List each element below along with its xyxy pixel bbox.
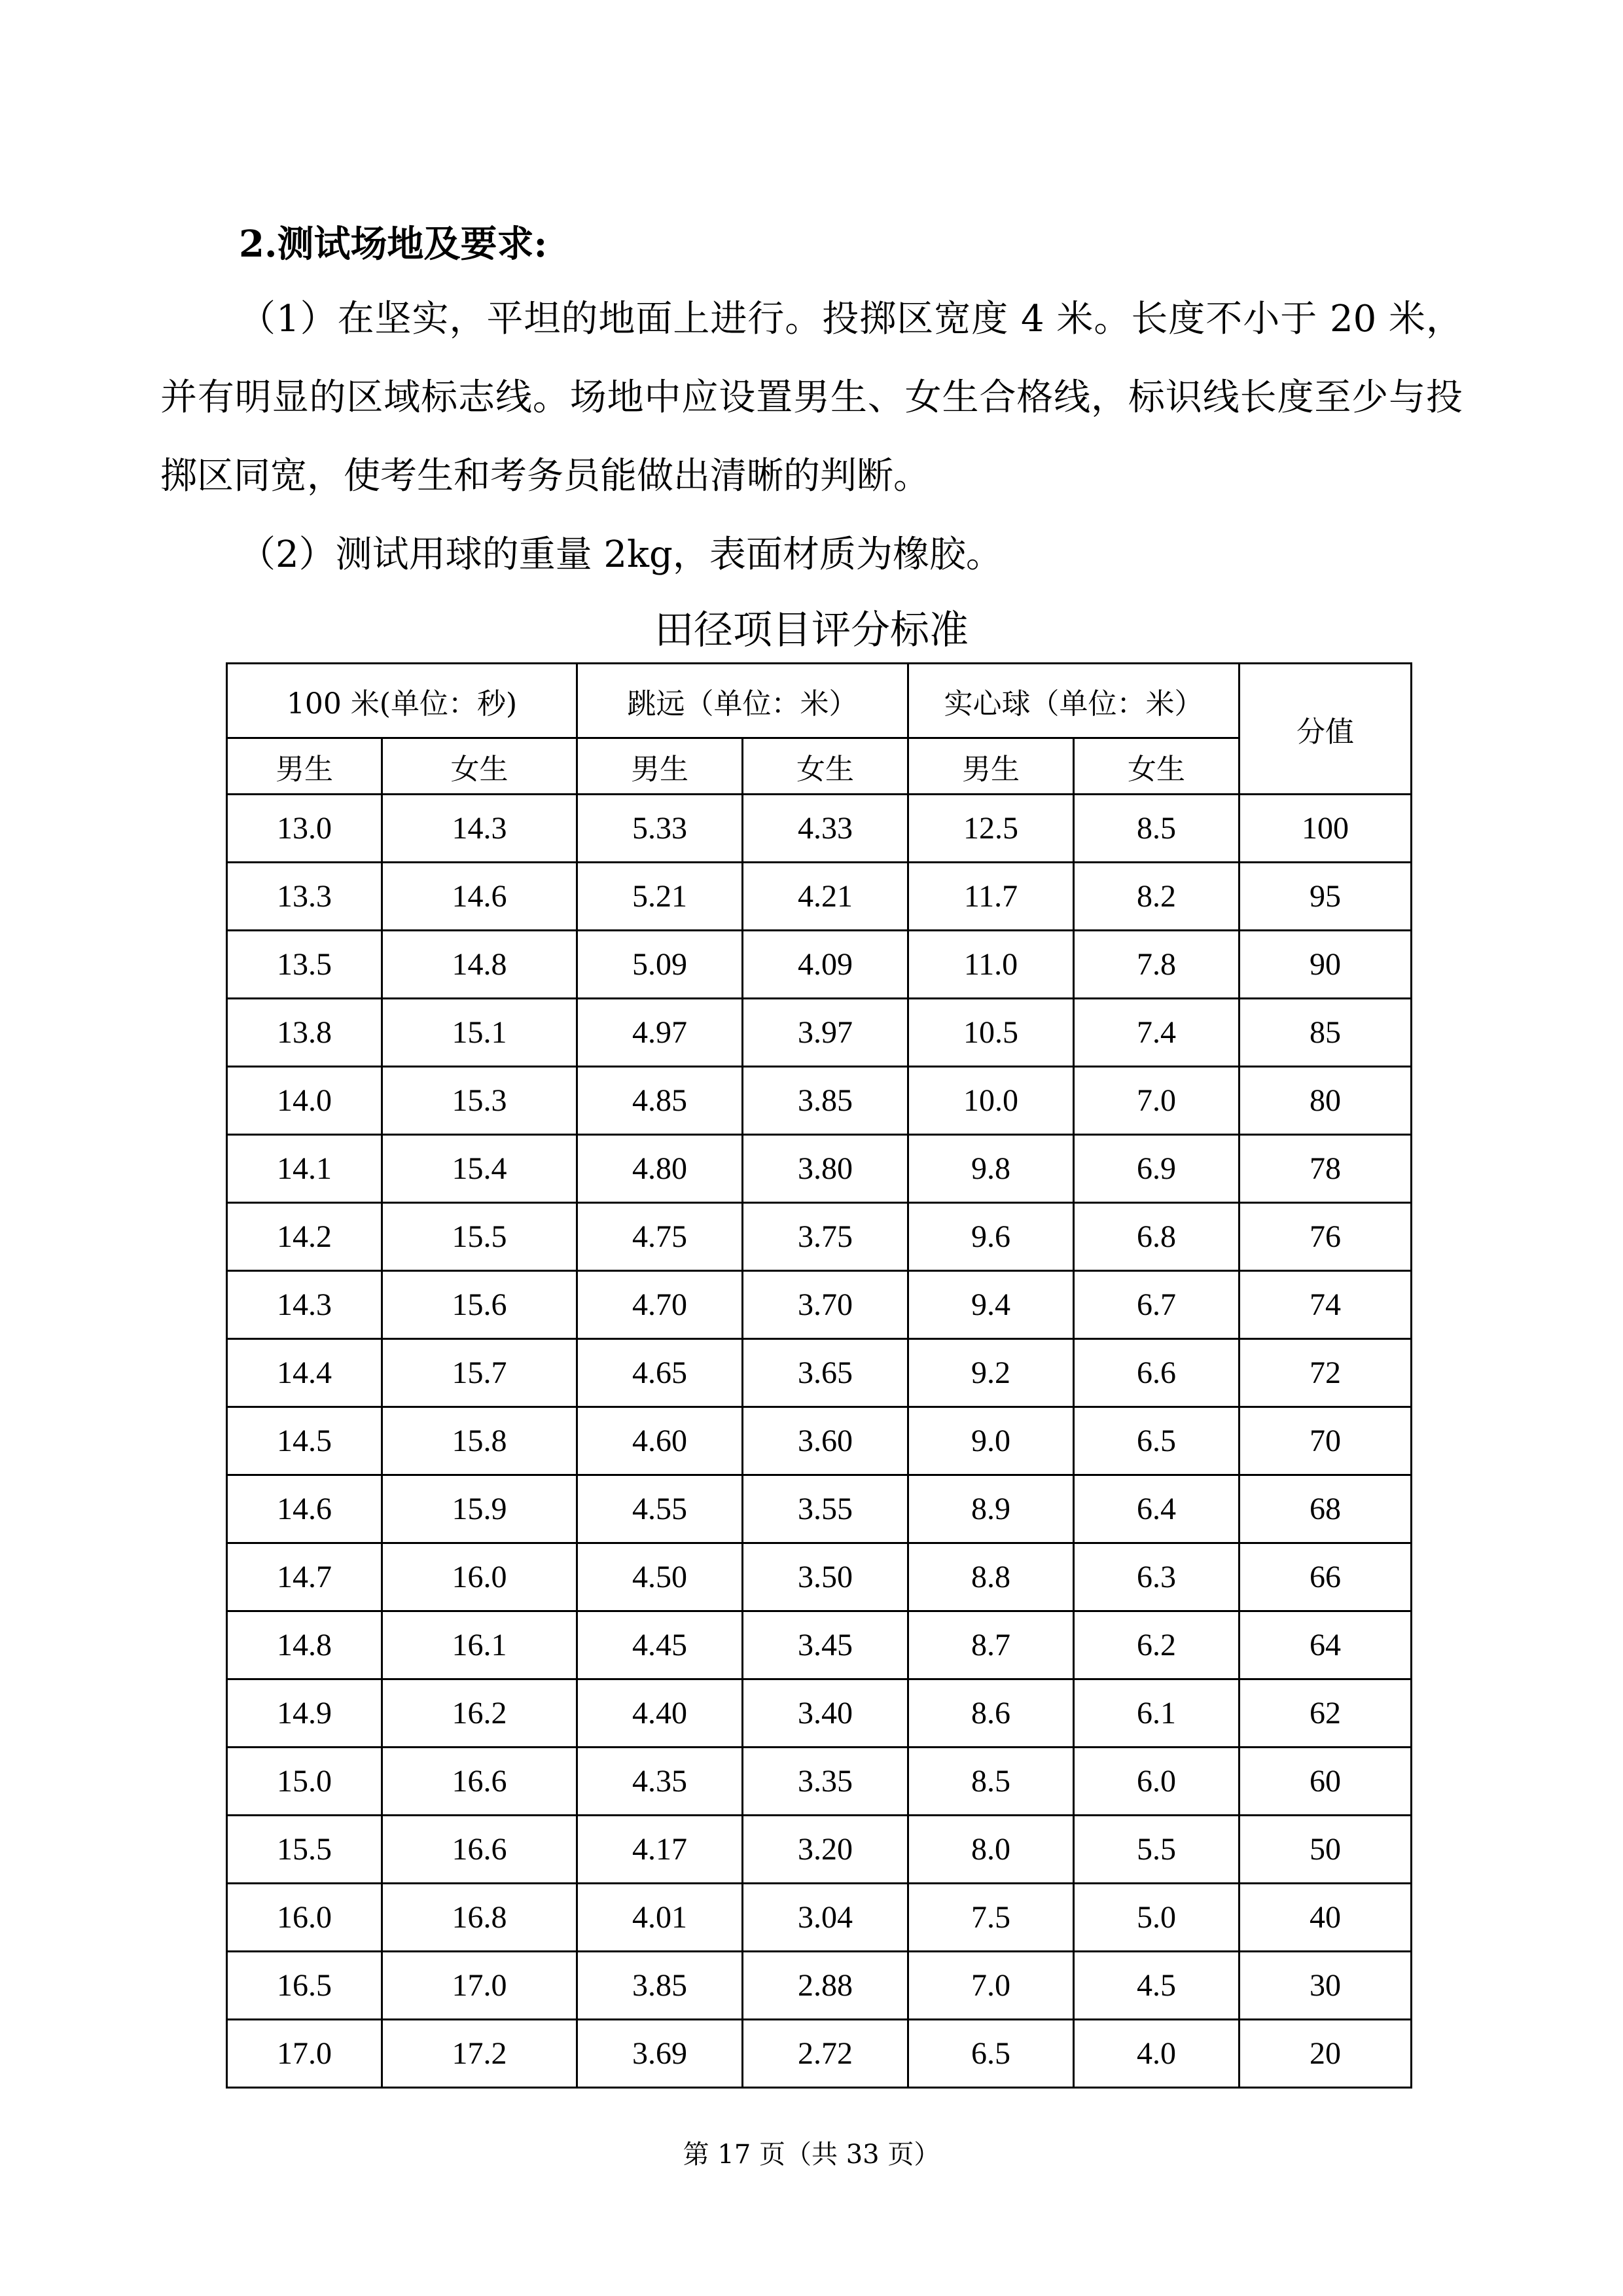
- cell-medicine-ball-female: 6.7: [1074, 1271, 1240, 1339]
- cell-medicine-ball-male: 9.0: [908, 1407, 1074, 1475]
- cell-100m-female: 15.9: [382, 1475, 577, 1543]
- cell-medicine-ball-male: 8.7: [908, 1611, 1074, 1679]
- cell-medicine-ball-female: 8.5: [1074, 795, 1240, 863]
- cell-score: 74: [1240, 1271, 1412, 1339]
- cell-100m-female: 16.1: [382, 1611, 577, 1679]
- cell-medicine-ball-female: 6.4: [1074, 1475, 1240, 1543]
- cell-score: 60: [1240, 1748, 1412, 1816]
- cell-medicine-ball-female: 6.8: [1074, 1203, 1240, 1271]
- cell-long-jump-female: 4.33: [743, 795, 908, 863]
- group-header-medicine-ball: 实心球（单位：米）: [908, 664, 1240, 738]
- cell-100m-male: 13.8: [227, 999, 382, 1067]
- table-body: [227, 795, 1412, 2088]
- sub-header-female: 女生: [743, 738, 908, 795]
- cell-long-jump-female: 3.20: [743, 1816, 908, 1884]
- table-row: [227, 1407, 1412, 1475]
- cell-100m-female: 14.8: [382, 931, 577, 999]
- cell-medicine-ball-female: 7.8: [1074, 931, 1240, 999]
- cell-100m-male: 15.5: [227, 1816, 382, 1884]
- sub-header-female: 女生: [382, 738, 577, 795]
- cell-medicine-ball-male: 8.5: [908, 1748, 1074, 1816]
- cell-long-jump-female: 2.72: [743, 2020, 908, 2088]
- table-row: [227, 1884, 1412, 1952]
- scoring-standard-table: [226, 662, 1412, 2089]
- cell-long-jump-female: 3.35: [743, 1748, 908, 1816]
- cell-long-jump-female: 3.50: [743, 1543, 908, 1611]
- cell-long-jump-female: 2.88: [743, 1952, 908, 2020]
- paragraph-ball-requirements: （2）测试用球的重量 2kg，表面材质为橡胶。: [239, 533, 1003, 576]
- table-row: [227, 1203, 1412, 1271]
- cell-score: 80: [1240, 1067, 1412, 1135]
- cell-medicine-ball-female: 6.3: [1074, 1543, 1240, 1611]
- cell-long-jump-male: 4.97: [577, 999, 743, 1067]
- table-row: [227, 1952, 1412, 2020]
- cell-medicine-ball-male: 12.5: [908, 795, 1074, 863]
- table-row: [227, 1339, 1412, 1407]
- cell-100m-male: 13.5: [227, 931, 382, 999]
- cell-long-jump-female: 3.70: [743, 1271, 908, 1339]
- cell-long-jump-female: 3.65: [743, 1339, 908, 1407]
- table-row: [227, 1067, 1412, 1135]
- cell-long-jump-male: 4.40: [577, 1679, 743, 1748]
- cell-long-jump-male: 4.45: [577, 1611, 743, 1679]
- score-header: 分值: [1240, 664, 1412, 795]
- cell-medicine-ball-male: 10.5: [908, 999, 1074, 1067]
- section-heading: 2.测试场地及要求:: [239, 223, 548, 266]
- cell-100m-male: 14.5: [227, 1407, 382, 1475]
- cell-score: 70: [1240, 1407, 1412, 1475]
- sub-header-male: 男生: [577, 738, 743, 795]
- cell-long-jump-male: 3.69: [577, 2020, 743, 2088]
- cell-score: 76: [1240, 1203, 1412, 1271]
- table-row: [227, 1271, 1412, 1339]
- cell-medicine-ball-female: 6.2: [1074, 1611, 1240, 1679]
- cell-long-jump-male: 4.01: [577, 1884, 743, 1952]
- table-row: [227, 1475, 1412, 1543]
- cell-long-jump-female: 4.21: [743, 863, 908, 931]
- cell-medicine-ball-male: 8.0: [908, 1816, 1074, 1884]
- cell-100m-female: 16.6: [382, 1816, 577, 1884]
- cell-medicine-ball-female: 5.5: [1074, 1816, 1240, 1884]
- cell-100m-male: 14.0: [227, 1067, 382, 1135]
- cell-long-jump-male: 4.65: [577, 1339, 743, 1407]
- cell-long-jump-male: 4.60: [577, 1407, 743, 1475]
- cell-score: 66: [1240, 1543, 1412, 1611]
- cell-100m-male: 14.7: [227, 1543, 382, 1611]
- cell-medicine-ball-female: 6.5: [1074, 1407, 1240, 1475]
- cell-100m-female: 16.8: [382, 1884, 577, 1952]
- cell-100m-male: 16.5: [227, 1952, 382, 2020]
- cell-100m-female: 15.8: [382, 1407, 577, 1475]
- group-header-100m: 100 米(单位：秒): [227, 664, 577, 738]
- cell-score: 85: [1240, 999, 1412, 1067]
- cell-100m-female: 17.0: [382, 1952, 577, 2020]
- cell-long-jump-female: 3.55: [743, 1475, 908, 1543]
- cell-medicine-ball-male: 7.5: [908, 1884, 1074, 1952]
- cell-100m-female: 14.3: [382, 795, 577, 863]
- cell-score: 72: [1240, 1339, 1412, 1407]
- cell-score: 95: [1240, 863, 1412, 931]
- cell-medicine-ball-female: 6.6: [1074, 1339, 1240, 1407]
- cell-score: 62: [1240, 1679, 1412, 1748]
- group-header-long-jump: 跳远（单位：米）: [577, 664, 908, 738]
- cell-long-jump-female: 3.75: [743, 1203, 908, 1271]
- cell-100m-male: 14.6: [227, 1475, 382, 1543]
- cell-100m-male: 15.0: [227, 1748, 382, 1816]
- cell-100m-female: 14.6: [382, 863, 577, 931]
- cell-medicine-ball-male: 9.4: [908, 1271, 1074, 1339]
- cell-medicine-ball-female: 7.4: [1074, 999, 1240, 1067]
- cell-100m-male: 14.4: [227, 1339, 382, 1407]
- cell-score: 30: [1240, 1952, 1412, 2020]
- cell-score: 78: [1240, 1135, 1412, 1203]
- cell-medicine-ball-female: 8.2: [1074, 863, 1240, 931]
- cell-medicine-ball-female: 4.0: [1074, 2020, 1240, 2088]
- cell-100m-male: 17.0: [227, 2020, 382, 2088]
- cell-long-jump-male: 4.50: [577, 1543, 743, 1611]
- cell-100m-female: 16.2: [382, 1679, 577, 1748]
- cell-100m-male: 13.3: [227, 863, 382, 931]
- table-row: [227, 2020, 1412, 2088]
- cell-score: 20: [1240, 2020, 1412, 2088]
- cell-long-jump-female: 3.85: [743, 1067, 908, 1135]
- table-row: [227, 1135, 1412, 1203]
- table-row: [227, 1611, 1412, 1679]
- table-row: [227, 1679, 1412, 1748]
- sub-header-female: 女生: [1074, 738, 1240, 795]
- cell-long-jump-female: 4.09: [743, 931, 908, 999]
- cell-score: 100: [1240, 795, 1412, 863]
- cell-long-jump-female: 3.40: [743, 1679, 908, 1748]
- cell-medicine-ball-male: 8.9: [908, 1475, 1074, 1543]
- cell-medicine-ball-female: 6.0: [1074, 1748, 1240, 1816]
- cell-long-jump-male: 3.85: [577, 1952, 743, 2020]
- table-row: [227, 795, 1412, 863]
- cell-100m-female: 15.4: [382, 1135, 577, 1203]
- cell-100m-female: 17.2: [382, 2020, 577, 2088]
- table-row: [227, 999, 1412, 1067]
- cell-long-jump-male: 4.55: [577, 1475, 743, 1543]
- cell-medicine-ball-male: 11.0: [908, 931, 1074, 999]
- table-row: [227, 1748, 1412, 1816]
- cell-medicine-ball-male: 9.6: [908, 1203, 1074, 1271]
- cell-medicine-ball-male: 11.7: [908, 863, 1074, 931]
- cell-score: 90: [1240, 931, 1412, 999]
- sub-header-male: 男生: [908, 738, 1074, 795]
- sub-header-male: 男生: [227, 738, 382, 795]
- cell-medicine-ball-male: 10.0: [908, 1067, 1074, 1135]
- cell-long-jump-female: 3.45: [743, 1611, 908, 1679]
- table-header-row-gender: [227, 738, 1412, 795]
- cell-long-jump-male: 5.33: [577, 795, 743, 863]
- cell-long-jump-male: 4.35: [577, 1748, 743, 1816]
- cell-long-jump-male: 4.85: [577, 1067, 743, 1135]
- cell-100m-male: 13.0: [227, 795, 382, 863]
- cell-100m-male: 14.9: [227, 1679, 382, 1748]
- cell-long-jump-female: 3.97: [743, 999, 908, 1067]
- cell-100m-female: 15.1: [382, 999, 577, 1067]
- paragraph-venue-requirements: （1）在坚实，平坦的地面上进行。投掷区宽度 4 米。长度不小于 20 米，并有明显的区域标志线。场地中应设置男生、女生合格线，标识线长度至少与投掷区同宽，使考生和考务员能做出清晰的判断。: [160, 298, 1463, 497]
- cell-long-jump-male: 4.75: [577, 1203, 743, 1271]
- cell-score: 68: [1240, 1475, 1412, 1543]
- cell-long-jump-female: 3.04: [743, 1884, 908, 1952]
- table-row: [227, 931, 1412, 999]
- table-row: [227, 1816, 1412, 1884]
- cell-medicine-ball-male: 7.0: [908, 1952, 1074, 2020]
- cell-medicine-ball-female: 4.5: [1074, 1952, 1240, 2020]
- cell-medicine-ball-female: 7.0: [1074, 1067, 1240, 1135]
- cell-100m-male: 14.8: [227, 1611, 382, 1679]
- cell-medicine-ball-male: 6.5: [908, 2020, 1074, 2088]
- cell-long-jump-female: 3.60: [743, 1407, 908, 1475]
- cell-100m-male: 16.0: [227, 1884, 382, 1952]
- cell-medicine-ball-female: 6.9: [1074, 1135, 1240, 1203]
- cell-long-jump-male: 5.09: [577, 931, 743, 999]
- cell-medicine-ball-male: 8.8: [908, 1543, 1074, 1611]
- cell-100m-female: 16.0: [382, 1543, 577, 1611]
- cell-score: 64: [1240, 1611, 1412, 1679]
- cell-long-jump-male: 4.80: [577, 1135, 743, 1203]
- cell-medicine-ball-female: 5.0: [1074, 1884, 1240, 1952]
- cell-medicine-ball-female: 6.1: [1074, 1679, 1240, 1748]
- cell-medicine-ball-male: 9.8: [908, 1135, 1074, 1203]
- page-number: 第 17 页（共 33 页）: [683, 2140, 940, 2170]
- cell-100m-male: 14.1: [227, 1135, 382, 1203]
- cell-medicine-ball-male: 8.6: [908, 1679, 1074, 1748]
- table-caption: 田径项目评分标准: [654, 607, 969, 653]
- table-header-row-groups: [227, 664, 1412, 738]
- cell-long-jump-female: 3.80: [743, 1135, 908, 1203]
- cell-100m-female: 15.6: [382, 1271, 577, 1339]
- cell-100m-female: 15.7: [382, 1339, 577, 1407]
- cell-score: 50: [1240, 1816, 1412, 1884]
- cell-100m-male: 14.2: [227, 1203, 382, 1271]
- cell-medicine-ball-male: 9.2: [908, 1339, 1074, 1407]
- cell-score: 40: [1240, 1884, 1412, 1952]
- cell-100m-female: 15.3: [382, 1067, 577, 1135]
- cell-100m-male: 14.3: [227, 1271, 382, 1339]
- cell-100m-female: 15.5: [382, 1203, 577, 1271]
- cell-100m-female: 16.6: [382, 1748, 577, 1816]
- cell-long-jump-male: 4.17: [577, 1816, 743, 1884]
- cell-long-jump-male: 4.70: [577, 1271, 743, 1339]
- table-row: [227, 863, 1412, 931]
- cell-long-jump-male: 5.21: [577, 863, 743, 931]
- table-row: [227, 1543, 1412, 1611]
